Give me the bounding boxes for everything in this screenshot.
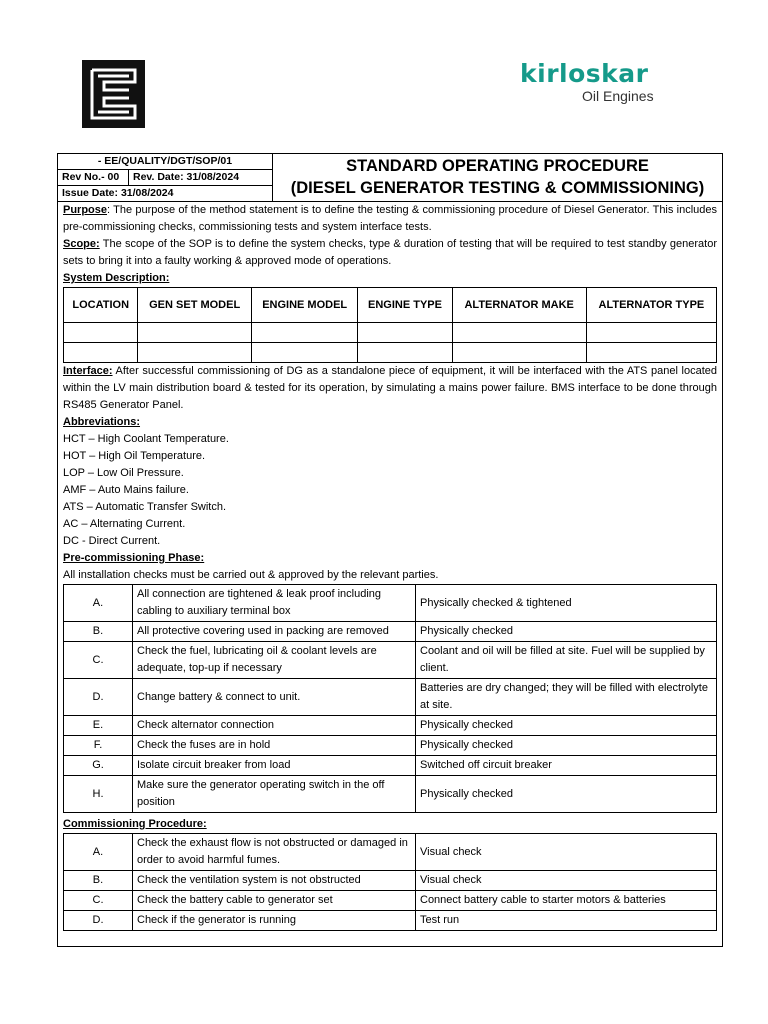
purpose-paragraph xyxy=(63,202,717,236)
table-row: A. All connection are tightened & leak proof including cabling to auxiliary terminal box Physically checked & tightened xyxy=(64,585,717,622)
interface-paragraph xyxy=(63,363,717,414)
precommissioning-heading: Pre-commissioning Phase: xyxy=(63,552,205,564)
abbreviation-item: DC - Direct Current. xyxy=(63,535,161,547)
table-row: E. Check alternator connection Physically checked xyxy=(64,716,717,736)
commissioning-table xyxy=(63,833,717,931)
abbreviation-item: HCT – High Coolant Temperature. xyxy=(63,433,229,445)
table-row xyxy=(64,323,717,343)
document-title xyxy=(273,154,722,201)
col-location: LOCATION xyxy=(64,288,138,323)
scope-text: The scope of the SOP is to define the system checks, type & duration of testing that will be required to test standby generator sets to bring it into a faulty working & approved mode of operations. xyxy=(63,238,717,267)
brand-subtitle: Oil Engines xyxy=(582,88,654,104)
title-line-2: (DIESEL GENERATOR TESTING & COMMISSIONING) xyxy=(290,179,705,197)
table-row: C. Check the fuel, lubricating oil & coolant levels are adequate, top-up if necessary Coolant and oil will be filled at site. Fuel will be supplied by client. xyxy=(64,642,717,679)
precommissioning-table xyxy=(63,584,717,813)
document-control-block xyxy=(58,154,273,201)
table-row: D. Change battery & connect to unit. Batteries are dry changed; they will be filled with electrolyte at site. xyxy=(64,679,717,716)
document-header xyxy=(58,154,722,202)
rev-date: Rev. Date: 31/08/2024 xyxy=(133,171,240,183)
title-line-1: STANDARD OPERATING PROCEDURE xyxy=(346,157,649,175)
brand-name: kirloskar xyxy=(520,59,649,88)
document-body xyxy=(58,202,722,931)
interface-label: Interface: xyxy=(63,365,113,377)
table-row: F. Check the fuses are in hold Physically checked xyxy=(64,736,717,756)
table-row xyxy=(64,343,717,363)
abbreviation-item: ATS – Automatic Transfer Switch. xyxy=(63,501,227,513)
col-alternator-make: ALTERNATOR MAKE xyxy=(452,288,586,323)
abbreviation-item: LOP – Low Oil Pressure. xyxy=(63,467,184,479)
scope-label: Scope: xyxy=(63,238,100,250)
company-logo xyxy=(82,60,145,128)
sop-document xyxy=(57,153,723,947)
issue-date: Issue Date: 31/08/2024 xyxy=(62,187,174,199)
table-row: H. Make sure the generator operating switch in the off position Physically checked xyxy=(64,776,717,813)
abbreviations-heading: Abbreviations: xyxy=(63,416,141,428)
brand-logo xyxy=(520,60,680,104)
col-engine-type: ENGINE TYPE xyxy=(358,288,452,323)
table-row: B. Check the ventilation system is not obstructed Visual check xyxy=(64,871,717,891)
interface-text: After successful commissioning of DG as a standalone piece of equipment, it will be interfaced with the ATS panel located within the LV main distribution board & tested for its operation, by simulating a mains power failure. BMS interface to be done through RS485 Generator Panel. xyxy=(63,365,717,411)
purpose-label: Purpose xyxy=(63,204,108,216)
doc-code: - EE/QUALITY/DGT/SOP/01 xyxy=(58,154,272,170)
abbreviation-item: AMF – Auto Mains failure. xyxy=(63,484,189,496)
table-row: G. Isolate circuit breaker from load Switched off circuit breaker xyxy=(64,756,717,776)
col-alternator-type: ALTERNATOR TYPE xyxy=(586,288,716,323)
scope-paragraph xyxy=(63,236,717,270)
table-row: D. Check if the generator is running Test run xyxy=(64,911,717,931)
system-description-heading: System Description: xyxy=(63,272,170,284)
commissioning-heading: Commissioning Procedure: xyxy=(63,818,207,830)
col-gen-set-model: GEN SET MODEL xyxy=(138,288,251,323)
col-engine-model: ENGINE MODEL xyxy=(251,288,358,323)
system-description-table xyxy=(63,287,717,363)
table-row: A. Check the exhaust flow is not obstructed or damaged in order to avoid harmful fumes. Visual check xyxy=(64,834,717,871)
abbreviation-item: AC – Alternating Current. xyxy=(63,518,186,530)
rev-no: Rev No.- 00 xyxy=(58,170,129,185)
purpose-text: : The purpose of the method statement is to define the testing & commissioning procedure of Diesel Generator. This includes pre-commissioning checks, commissioning tests and system interface tests. xyxy=(63,204,717,233)
precommissioning-intro: All installation checks must be carried out & approved by the relevant parties. xyxy=(63,569,439,581)
table-row: C. Check the battery cable to generator set Connect battery cable to starter motors & batteries xyxy=(64,891,717,911)
table-row: B. All protective covering used in packing are removed Physically checked xyxy=(64,622,717,642)
abbreviation-item: HOT – High Oil Temperature. xyxy=(63,450,206,462)
